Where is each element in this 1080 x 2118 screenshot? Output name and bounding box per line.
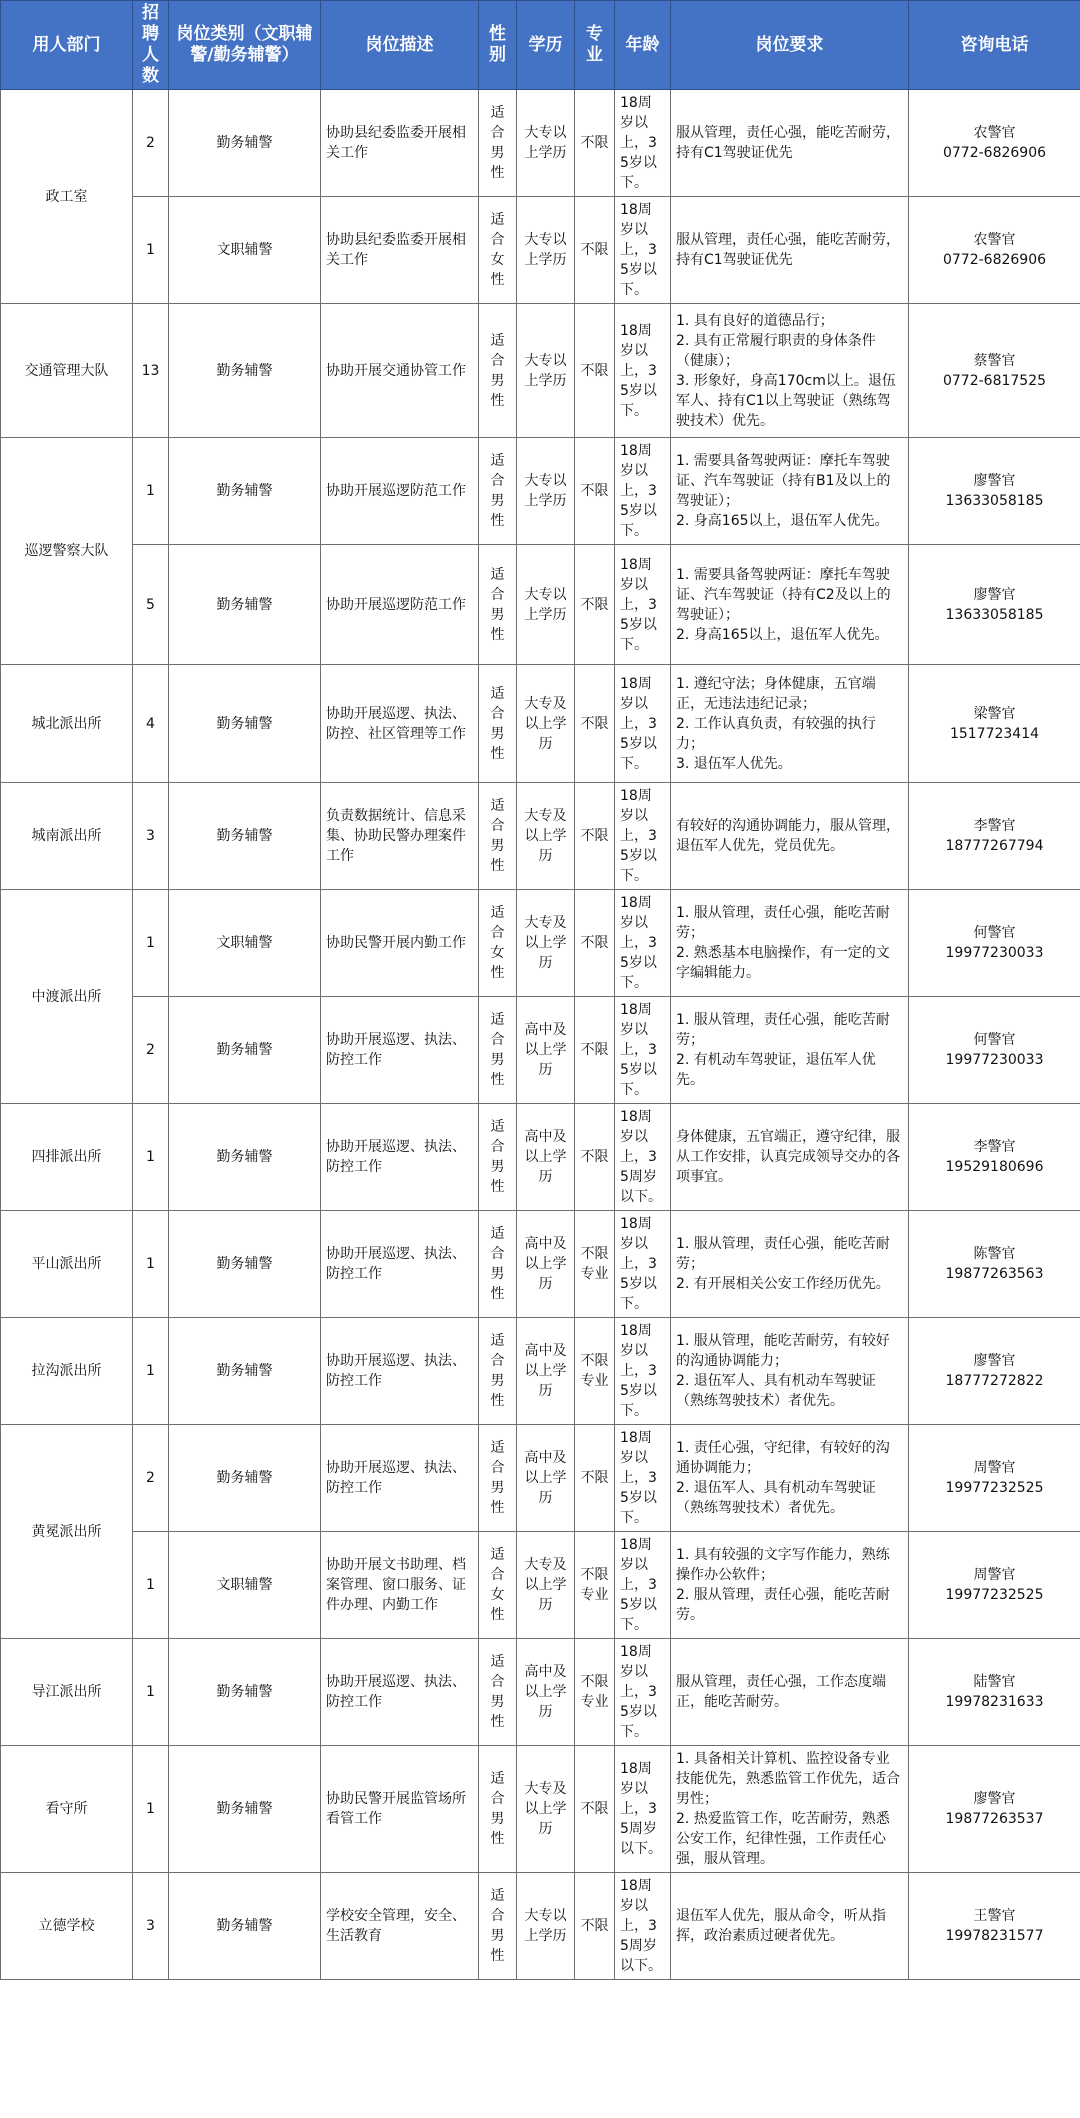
req-cell — [671, 438, 909, 545]
req-cell — [671, 90, 909, 197]
edu-cell: 高中及以上学历 — [517, 1425, 575, 1532]
phone-number: 19977230033 — [945, 945, 1044, 961]
phone-number: 19529180696 — [945, 1159, 1044, 1175]
phone-number: 19978231577 — [945, 1928, 1044, 1944]
age-cell: 18周岁以上，35岁以下。 — [615, 1318, 671, 1425]
req-line: 1. 服从管理，责任心强，能吃苦耐劳； — [676, 1012, 890, 1048]
dept-cell: 拉沟派出所 — [1, 1318, 133, 1425]
dept-cell: 政工室 — [1, 90, 133, 304]
age-cell: 18周岁以上，35岁以下。 — [615, 997, 671, 1104]
gender-cell: 适合男性 — [479, 304, 517, 438]
req-cell — [671, 1639, 909, 1746]
category-cell: 勤务辅警 — [169, 1639, 321, 1746]
phone-cell — [909, 1532, 1080, 1639]
phone-number: 19877263537 — [945, 1811, 1044, 1827]
category-cell: 勤务辅警 — [169, 783, 321, 890]
major-cell: 不限专业 — [575, 1318, 615, 1425]
desc-cell: 协助开展巡逻、执法、防控工作 — [321, 997, 479, 1104]
count-cell: 1 — [133, 197, 169, 304]
table-row — [1, 1318, 1080, 1425]
contact-name: 王警官 — [973, 1908, 1016, 1924]
edu-cell: 大专以上学历 — [517, 1873, 575, 1980]
gender-cell: 适合女性 — [479, 1532, 517, 1639]
major-cell: 不限 — [575, 197, 615, 304]
req-line: 3. 退伍军人优先。 — [676, 755, 792, 772]
req-line: 服从管理，责任心强，工作态度端正，能吃苦耐劳。 — [676, 1674, 886, 1710]
req-cell — [671, 997, 909, 1104]
desc-cell: 协助开展巡逻防范工作 — [321, 545, 479, 665]
phone-number: 19977232525 — [945, 1480, 1044, 1496]
req-line: 2. 身高165以上，退伍军人优先。 — [676, 626, 889, 643]
major-cell: 不限 — [575, 997, 615, 1104]
req-line: 服从管理，责任心强，能吃苦耐劳，持有C1驾驶证优先 — [676, 232, 900, 268]
count-cell: 5 — [133, 545, 169, 665]
count-cell: 3 — [133, 1873, 169, 1980]
req-line: 服从管理，责任心强，能吃苦耐劳，持有C1驾驶证优先 — [676, 125, 900, 161]
category-cell: 文职辅警 — [169, 890, 321, 997]
age-cell: 18周岁以上，35周岁以下。 — [615, 1873, 671, 1980]
header-phone: 咨询电话 — [909, 1, 1080, 90]
req-line: 3. 形象好，身高170cm以上。退伍军人、持有C1以上驾驶证（熟练驾驶技术）优先。 — [676, 372, 896, 429]
gender-cell: 适合男性 — [479, 1873, 517, 1980]
req-cell — [671, 1746, 909, 1873]
count-cell: 1 — [133, 1746, 169, 1873]
phone-number: 19977232525 — [945, 1587, 1044, 1603]
dept-cell: 看守所 — [1, 1746, 133, 1873]
phone-cell — [909, 783, 1080, 890]
age-cell: 18周岁以上，35岁以下。 — [615, 438, 671, 545]
count-cell: 2 — [133, 90, 169, 197]
phone-cell — [909, 545, 1080, 665]
dept-cell: 城北派出所 — [1, 665, 133, 783]
category-cell: 文职辅警 — [169, 197, 321, 304]
phone-number: 13633058185 — [945, 606, 1044, 623]
edu-cell: 大专以上学历 — [517, 545, 575, 665]
major-cell: 不限 — [575, 783, 615, 890]
req-cell — [671, 1425, 909, 1532]
age-cell: 18周岁以上，35岁以下。 — [615, 197, 671, 304]
dept-cell: 立德学校 — [1, 1873, 133, 1980]
req-line: 2. 具有正常履行职责的身体条件（健康）； — [676, 332, 876, 369]
dept-cell: 导江派出所 — [1, 1639, 133, 1746]
desc-cell: 协助民警开展内勤工作 — [321, 890, 479, 997]
count-cell: 2 — [133, 1425, 169, 1532]
header-row — [1, 1, 1080, 90]
desc-cell: 协助开展巡逻、执法、防控、社区管理等工作 — [321, 665, 479, 783]
header-desc: 岗位描述 — [321, 1, 479, 90]
gender-cell: 适合男性 — [479, 545, 517, 665]
gender-cell: 适合男性 — [479, 1639, 517, 1746]
header-edu: 学历 — [517, 1, 575, 90]
phone-cell — [909, 197, 1080, 304]
table-row — [1, 1873, 1080, 1980]
category-cell: 勤务辅警 — [169, 997, 321, 1104]
gender-cell: 适合男性 — [479, 1425, 517, 1532]
contact-name: 农警官 — [973, 232, 1016, 248]
header-gender: 性别 — [479, 1, 517, 90]
category-cell: 勤务辅警 — [169, 1318, 321, 1425]
desc-cell: 协助民警开展监管场所看管工作 — [321, 1746, 479, 1873]
phone-cell — [909, 1104, 1080, 1211]
desc-cell: 协助开展文书助理、档案管理、窗口服务、证件办理、内勤工作 — [321, 1532, 479, 1639]
edu-cell: 高中及以上学历 — [517, 997, 575, 1104]
age-cell: 18周岁以上，35岁以下。 — [615, 304, 671, 438]
desc-cell: 协助开展交通协管工作 — [321, 304, 479, 438]
dept-cell: 城南派出所 — [1, 783, 133, 890]
desc-cell: 协助开展巡逻、执法、防控工作 — [321, 1318, 479, 1425]
edu-cell: 大专以上学历 — [517, 197, 575, 304]
table-row — [1, 197, 1080, 304]
gender-cell: 适合男性 — [479, 1318, 517, 1425]
major-cell: 不限 — [575, 90, 615, 197]
count-cell: 1 — [133, 890, 169, 997]
contact-name: 蔡警官 — [973, 352, 1016, 369]
gender-cell: 适合男性 — [479, 1746, 517, 1873]
req-line: 1. 遵纪守法；身体健康，五官端正，无违法违纪记录； — [676, 675, 876, 712]
req-line: 1. 服从管理，责任心强，能吃苦耐劳； — [676, 1236, 890, 1272]
req-cell — [671, 197, 909, 304]
req-line: 1. 责任心强，守纪律，有较好的沟通协调能力； — [676, 1440, 890, 1476]
gender-cell: 适合女性 — [479, 197, 517, 304]
phone-number: 18777272822 — [945, 1373, 1044, 1389]
table-row — [1, 890, 1080, 997]
phone-number: 19977230033 — [945, 1052, 1044, 1068]
table-row — [1, 1532, 1080, 1639]
gender-cell: 适合男性 — [479, 1211, 517, 1318]
contact-name: 廖警官 — [973, 473, 1016, 489]
edu-cell: 高中及以上学历 — [517, 1639, 575, 1746]
req-line: 身体健康，五官端正，遵守纪律，服从工作安排，认真完成领导交办的各项事宜。 — [676, 1129, 900, 1185]
req-line: 1. 服从管理，责任心强，能吃苦耐劳； — [676, 905, 890, 941]
req-line: 2. 熟悉基本电脑操作，有一定的文字编辑能力。 — [676, 945, 890, 981]
gender-cell: 适合男性 — [479, 90, 517, 197]
major-cell: 不限 — [575, 1104, 615, 1211]
category-cell: 勤务辅警 — [169, 304, 321, 438]
phone-number: 0772-6826906 — [942, 145, 1047, 161]
desc-cell: 协助县纪委监委开展相关工作 — [321, 90, 479, 197]
contact-name: 周警官 — [973, 1567, 1016, 1583]
gender-cell: 适合男性 — [479, 1104, 517, 1211]
count-cell: 1 — [133, 438, 169, 545]
req-line: 退伍军人优先，服从命令，听从指挥，政治素质过硬者优先。 — [676, 1908, 886, 1944]
edu-cell: 大专及以上学历 — [517, 1746, 575, 1873]
contact-name: 何警官 — [973, 1032, 1016, 1048]
edu-cell: 大专及以上学历 — [517, 665, 575, 783]
req-line: 1. 具有较强的文字写作能力，熟练操作办公软件； — [676, 1547, 890, 1583]
header-category: 岗位类别（文职辅警/勤务辅警） — [169, 1, 321, 90]
age-cell: 18周岁以上，35岁以下。 — [615, 890, 671, 997]
edu-cell: 大专及以上学历 — [517, 890, 575, 997]
req-cell — [671, 545, 909, 665]
phone-cell — [909, 997, 1080, 1104]
category-cell: 勤务辅警 — [169, 1873, 321, 1980]
contact-name: 农警官 — [973, 125, 1016, 141]
req-line: 2. 有机动车驾驶证，退伍军人优先。 — [676, 1052, 876, 1088]
req-line: 2. 退伍军人、具有机动车驾驶证（熟练驾驶技术）者优先。 — [676, 1480, 876, 1516]
dept-cell: 黄冕派出所 — [1, 1425, 133, 1639]
table-row — [1, 90, 1080, 197]
age-cell: 18周岁以上，35岁以下。 — [615, 783, 671, 890]
contact-name: 陆警官 — [973, 1674, 1016, 1690]
count-cell: 4 — [133, 665, 169, 783]
contact-name: 何警官 — [973, 925, 1016, 941]
edu-cell: 大专及以上学历 — [517, 1532, 575, 1639]
header-age: 年龄 — [615, 1, 671, 90]
major-cell: 不限专业 — [575, 1639, 615, 1746]
table-row — [1, 997, 1080, 1104]
phone-number: 0772-6817525 — [942, 372, 1047, 389]
age-cell: 18周岁以上，35岁以下。 — [615, 1532, 671, 1639]
category-cell: 文职辅警 — [169, 1532, 321, 1639]
phone-number: 18777267794 — [945, 838, 1044, 854]
table-row — [1, 438, 1080, 545]
phone-cell — [909, 1639, 1080, 1746]
dept-cell: 平山派出所 — [1, 1211, 133, 1318]
req-cell — [671, 890, 909, 997]
desc-cell: 学校安全管理，安全、生活教育 — [321, 1873, 479, 1980]
phone-cell — [909, 304, 1080, 438]
age-cell: 18周岁以上，35岁以下。 — [615, 1425, 671, 1532]
table-body — [1, 90, 1080, 1980]
phone-cell — [909, 665, 1080, 783]
category-cell: 勤务辅警 — [169, 1425, 321, 1532]
phone-cell — [909, 1211, 1080, 1318]
table-row — [1, 1746, 1080, 1873]
table-row — [1, 783, 1080, 890]
phone-cell — [909, 1746, 1080, 1873]
req-cell — [671, 665, 909, 783]
major-cell: 不限 — [575, 545, 615, 665]
table-row — [1, 545, 1080, 665]
age-cell: 18周岁以上，35周岁以下。 — [615, 1104, 671, 1211]
req-line: 2. 退伍军人、具有机动车驾驶证（熟练驾驶技术）者优先。 — [676, 1373, 876, 1409]
major-cell: 不限 — [575, 665, 615, 783]
desc-cell: 协助开展巡逻防范工作 — [321, 438, 479, 545]
req-line: 1. 具有良好的道德品行； — [676, 312, 834, 329]
desc-cell: 负责数据统计、信息采集、协助民警办理案件工作 — [321, 783, 479, 890]
gender-cell: 适合男性 — [479, 783, 517, 890]
edu-cell: 大专以上学历 — [517, 90, 575, 197]
desc-cell: 协助开展巡逻、执法、防控工作 — [321, 1104, 479, 1211]
count-cell: 1 — [133, 1104, 169, 1211]
count-cell: 13 — [133, 304, 169, 438]
dept-cell: 交通管理大队 — [1, 304, 133, 438]
table-row — [1, 665, 1080, 783]
phone-number: 0772-6826906 — [942, 252, 1047, 268]
req-line: 1. 需要具备驾驶两证：摩托车驾驶证、汽车驾驶证（持有C2及以上的驾驶证）； — [676, 566, 891, 623]
count-cell: 1 — [133, 1639, 169, 1746]
phone-number: 19978231633 — [945, 1694, 1044, 1710]
req-cell — [671, 1211, 909, 1318]
edu-cell: 大专以上学历 — [517, 304, 575, 438]
req-line: 1. 服从管理，能吃苦耐劳，有较好的沟通协调能力； — [676, 1333, 890, 1369]
phone-number: 1517723414 — [949, 725, 1040, 742]
gender-cell: 适合男性 — [479, 665, 517, 783]
req-line: 1. 具备相关计算机、监控设备专业技能优先，熟悉监管工作优先，适合男性； — [676, 1751, 900, 1807]
phone-cell — [909, 1318, 1080, 1425]
table-row — [1, 304, 1080, 438]
req-line: 1. 需要具备驾驶两证：摩托车驾驶证、汽车驾驶证（持有B1及以上的驾驶证）； — [676, 453, 891, 509]
major-cell: 不限 — [575, 438, 615, 545]
table-row — [1, 1104, 1080, 1211]
gender-cell: 适合女性 — [479, 890, 517, 997]
age-cell: 18周岁以上，35岁以下。 — [615, 665, 671, 783]
category-cell: 勤务辅警 — [169, 1104, 321, 1211]
edu-cell: 高中及以上学历 — [517, 1318, 575, 1425]
count-cell: 1 — [133, 1532, 169, 1639]
header-major: 专业 — [575, 1, 615, 90]
age-cell: 18周岁以上，35周岁以下。 — [615, 1746, 671, 1873]
req-line: 有较好的沟通协调能力，服从管理，退伍军人优先，党员优先。 — [676, 818, 900, 854]
phone-number: 13633058185 — [945, 493, 1044, 509]
table-row — [1, 1639, 1080, 1746]
header-dept: 用人部门 — [1, 1, 133, 90]
desc-cell: 协助开展巡逻、执法、防控工作 — [321, 1425, 479, 1532]
req-line: 2. 服从管理，责任心强，能吃苦耐劳。 — [676, 1587, 890, 1623]
major-cell: 不限 — [575, 1873, 615, 1980]
major-cell: 不限 — [575, 890, 615, 997]
contact-name: 廖警官 — [973, 1791, 1016, 1807]
req-line: 2. 有开展相关公安工作经历优先。 — [676, 1276, 890, 1292]
count-cell: 2 — [133, 997, 169, 1104]
category-cell: 勤务辅警 — [169, 545, 321, 665]
table-row — [1, 1211, 1080, 1318]
dept-cell: 中渡派出所 — [1, 890, 133, 1104]
phone-cell — [909, 438, 1080, 545]
phone-cell — [909, 890, 1080, 997]
category-cell: 勤务辅警 — [169, 90, 321, 197]
req-line: 2. 工作认真负责，有较强的执行力； — [676, 715, 876, 752]
req-cell — [671, 1318, 909, 1425]
desc-cell: 协助开展巡逻、执法、防控工作 — [321, 1211, 479, 1318]
req-line: 2. 身高165以上，退伍军人优先。 — [676, 513, 889, 529]
contact-name: 周警官 — [973, 1460, 1016, 1476]
category-cell: 勤务辅警 — [169, 438, 321, 545]
age-cell: 18周岁以上，35岁以下。 — [615, 90, 671, 197]
desc-cell: 协助县纪委监委开展相关工作 — [321, 197, 479, 304]
dept-cell: 四排派出所 — [1, 1104, 133, 1211]
count-cell: 1 — [133, 1211, 169, 1318]
contact-name: 陈警官 — [973, 1246, 1016, 1262]
contact-name: 梁警官 — [973, 705, 1016, 722]
gender-cell: 适合男性 — [479, 438, 517, 545]
category-cell: 勤务辅警 — [169, 1746, 321, 1873]
contact-name: 李警官 — [973, 1139, 1016, 1155]
edu-cell: 大专以上学历 — [517, 438, 575, 545]
req-cell — [671, 1104, 909, 1211]
age-cell: 18周岁以上，35岁以下。 — [615, 545, 671, 665]
contact-name: 廖警官 — [973, 1353, 1016, 1369]
major-cell: 不限 — [575, 1746, 615, 1873]
edu-cell: 高中及以上学历 — [517, 1211, 575, 1318]
contact-name: 廖警官 — [973, 586, 1016, 603]
major-cell: 不限 — [575, 1425, 615, 1532]
category-cell: 勤务辅警 — [169, 665, 321, 783]
req-cell — [671, 304, 909, 438]
req-cell — [671, 1532, 909, 1639]
gender-cell: 适合男性 — [479, 997, 517, 1104]
phone-cell — [909, 1425, 1080, 1532]
major-cell: 不限专业 — [575, 1211, 615, 1318]
count-cell: 3 — [133, 783, 169, 890]
table-row — [1, 1425, 1080, 1532]
contact-name: 李警官 — [973, 818, 1016, 834]
major-cell: 不限 — [575, 304, 615, 438]
req-cell — [671, 1873, 909, 1980]
dept-cell: 巡逻警察大队 — [1, 438, 133, 665]
category-cell: 勤务辅警 — [169, 1211, 321, 1318]
req-cell — [671, 783, 909, 890]
phone-cell — [909, 1873, 1080, 1980]
count-cell: 1 — [133, 1318, 169, 1425]
age-cell: 18周岁以上，35岁以下。 — [615, 1211, 671, 1318]
age-cell: 18周岁以上，35岁以下。 — [615, 1639, 671, 1746]
desc-cell: 协助开展巡逻、执法、防控工作 — [321, 1639, 479, 1746]
phone-number: 19877263563 — [945, 1266, 1044, 1282]
phone-cell — [909, 90, 1080, 197]
edu-cell: 高中及以上学历 — [517, 1104, 575, 1211]
req-line: 2. 热爱监管工作，吃苦耐劳，熟悉公安工作，纪律性强，工作责任心强，服从管理。 — [676, 1811, 890, 1867]
edu-cell: 大专及以上学历 — [517, 783, 575, 890]
header-count: 招聘人数 — [133, 1, 169, 90]
major-cell: 不限专业 — [575, 1532, 615, 1639]
header-req: 岗位要求 — [671, 1, 909, 90]
